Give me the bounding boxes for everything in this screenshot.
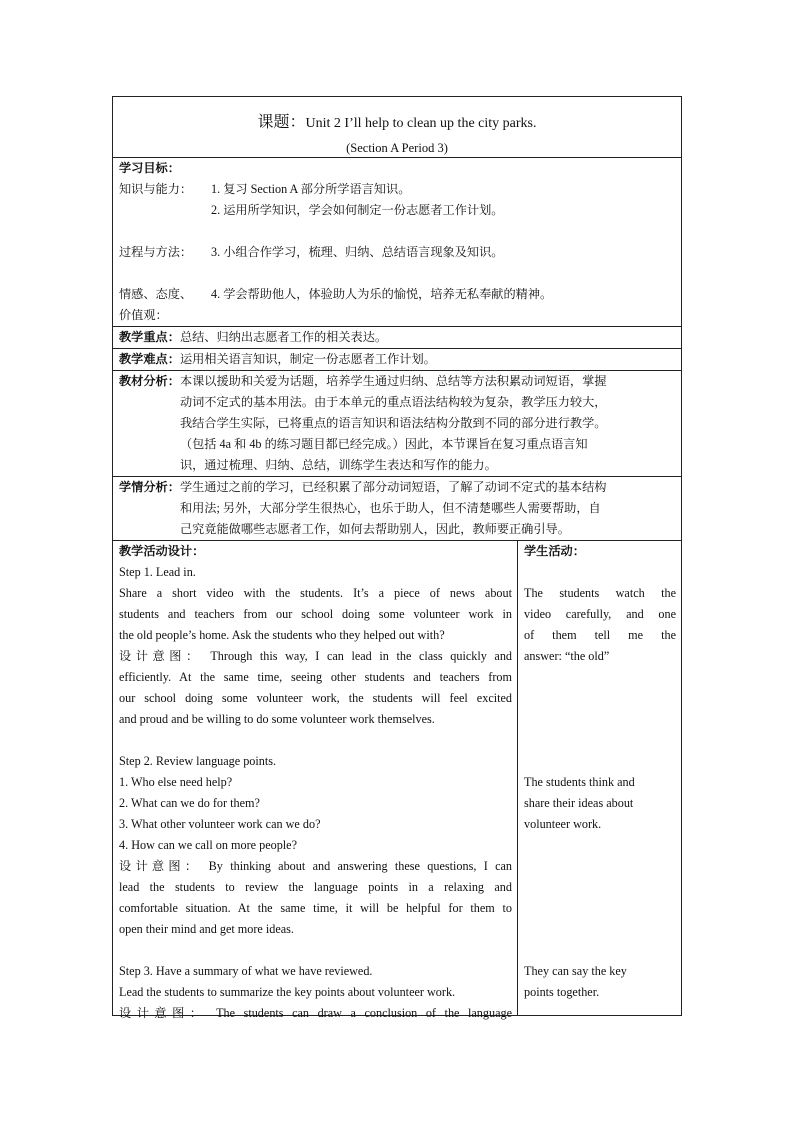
difficulties-label: 教学难点： — [119, 352, 180, 366]
students-line: 己究竟能做哪些志愿者工作，如何去帮助别人，因此，教师要正确引导。 — [179, 522, 570, 536]
emotion-item: 4. 学会帮助他人，体验助人为乐的愉悦，培养无私奉献的精神。 — [211, 287, 553, 301]
process-item: 3. 小组合作学习，梳理、归纳、总结语言现象及知识。 — [211, 245, 504, 259]
difficulties-text: 运用相关语言知识，制定一份志愿者工作计划。 — [179, 352, 436, 366]
material-line: 本课以援助和关爱为话题，培养学生通过归纳、总结等方法积累动词短语，掌握 — [179, 374, 607, 388]
objectives-heading: 学习目标： — [119, 161, 180, 175]
material-line: （包括 4a 和 4b 的练习题目都已经完成。）因此，本节课旨在复习重点语言知 — [179, 437, 588, 451]
students-text — [180, 477, 675, 540]
title-text: Unit 2 I’ll help to clean up the city parks. — [305, 116, 537, 131]
step3-line: Lead the students to summarize the key points about volunteer work. — [119, 985, 456, 999]
step2-intent-line: open their mind and get more ideas. — [119, 922, 294, 936]
key-points-cell — [113, 326, 681, 348]
step2-title: Step 2. Review language points. — [119, 754, 277, 768]
step2-intent-line: lead the students to review the language points in a relaxing and — [119, 880, 512, 894]
step2-intent-line: comfortable situation. At the same time, it will be helpful for them to — [119, 901, 512, 915]
material-text — [180, 371, 675, 476]
step3-title: Step 3. Have a summary of what we have reviewed. — [119, 964, 373, 978]
step1-intent-line — [119, 646, 512, 667]
material-label: 教材分析： — [119, 374, 180, 388]
step1-line: the old people’s home. Ask the students who they helped out with? — [119, 628, 445, 642]
step2-student-line: volunteer work. — [524, 817, 602, 831]
step1-student-line: answer: “the old” — [524, 649, 610, 663]
step1-intent-line: efficiently. At the same time, seeing other students and teachers from — [119, 670, 512, 684]
step1-student-line: of them tell me the — [524, 628, 676, 642]
intent-text: The students can draw a conclusion of the language — [216, 1006, 512, 1020]
material-line: 动词不定式的基本用法。由于本单元的重点语法结构较为复杂，教学压力较大， — [179, 395, 607, 409]
intent-text: Through this way, I can lead in the class quickly and — [210, 649, 512, 663]
student-analysis-cell — [113, 476, 681, 540]
step3-student-line: points together. — [524, 985, 600, 999]
students-line: 学生通过之前的学习，已经积累了部分动词短语，了解了动词不定式的基本结构 — [179, 480, 607, 494]
step1-line: Share a short video with the students. It’s a piece of news about — [119, 586, 512, 600]
material-analysis-cell — [113, 370, 681, 476]
intent-text: By thinking about and answering these questions, I can — [208, 859, 512, 873]
student-activities-column — [518, 541, 681, 1015]
objectives-cell — [113, 157, 681, 326]
step2-question: 3. What other volunteer work can we do? — [119, 817, 321, 831]
students-label: 学情分析： — [119, 480, 180, 494]
step2-question: 2. What can we do for them? — [119, 796, 260, 810]
title-cell — [113, 97, 681, 157]
process-label: 过程与方法： — [119, 245, 193, 259]
difficulties-cell — [113, 348, 681, 370]
knowledge-row-2 — [119, 200, 675, 221]
step1-intent-line: our school doing some volunteer work, the students will feel excited — [119, 691, 512, 705]
intent-label: 设计意图： — [119, 859, 202, 873]
material-line: 识，通过梳理、归纳、总结，训练学生表达和写作的能力。 — [179, 458, 497, 472]
teaching-activities-column — [113, 541, 518, 1020]
emotion-label: 情感、态度、 — [119, 287, 193, 301]
key-points-label: 教学重点： — [119, 330, 180, 344]
key-points-text: 总结、归纳出志愿者工作的相关表达。 — [179, 330, 388, 344]
knowledge-row — [119, 179, 675, 200]
process-row — [119, 242, 675, 263]
values-label: 价值观： — [119, 308, 168, 322]
step1-student-line: video carefully, and one — [524, 607, 676, 621]
activities-heading: 教学活动设计： — [119, 544, 205, 558]
student-activities-heading: 学生活动： — [524, 544, 585, 558]
step2-question: 4. How can we call on more people? — [119, 838, 298, 852]
activities-section — [113, 540, 681, 1020]
material-line: 我结合学生实际，已将重点的语言知识和语法结构分散到不同的部分进行教学。 — [179, 416, 607, 430]
step3-intent-line — [119, 1003, 512, 1024]
step2-intent-line — [119, 856, 512, 877]
lesson-plan-table — [112, 96, 682, 1020]
step3-student-line: They can say the key — [524, 964, 627, 978]
step2-student-line: The students think and — [524, 775, 635, 789]
knowledge-item-1: 1. 复习 Section A 部分所学语言知识。 — [211, 182, 411, 196]
lesson-title — [113, 109, 681, 132]
step1-student-line: The students watch the — [524, 586, 676, 600]
step2-question: 1. Who else need help? — [119, 775, 233, 789]
intent-label: 设计意图： — [119, 649, 203, 663]
students-line: 和用法; 另外，大部分学生很热心，也乐于助人，但不清楚哪些人需要帮助，自 — [179, 501, 601, 515]
knowledge-item-2: 2. 运用所学知识，学会如何制定一份志愿者工作计划。 — [211, 203, 504, 217]
step1-line: students and teachers from our school doing some volunteer work in — [119, 607, 512, 621]
lesson-subtitle: (Section A Period 3) — [346, 141, 448, 155]
title-label: 课题： — [257, 114, 306, 131]
step1-title: Step 1. Lead in. — [119, 565, 196, 579]
knowledge-label: 知识与能力： — [119, 182, 193, 196]
step2-student-line: share their ideas about — [524, 796, 634, 810]
step1-intent-line: and proud and be willing to do some volunteer work themselves. — [119, 712, 435, 726]
intent-label: 设计意图： — [119, 1006, 208, 1020]
emotion-row — [119, 284, 675, 305]
